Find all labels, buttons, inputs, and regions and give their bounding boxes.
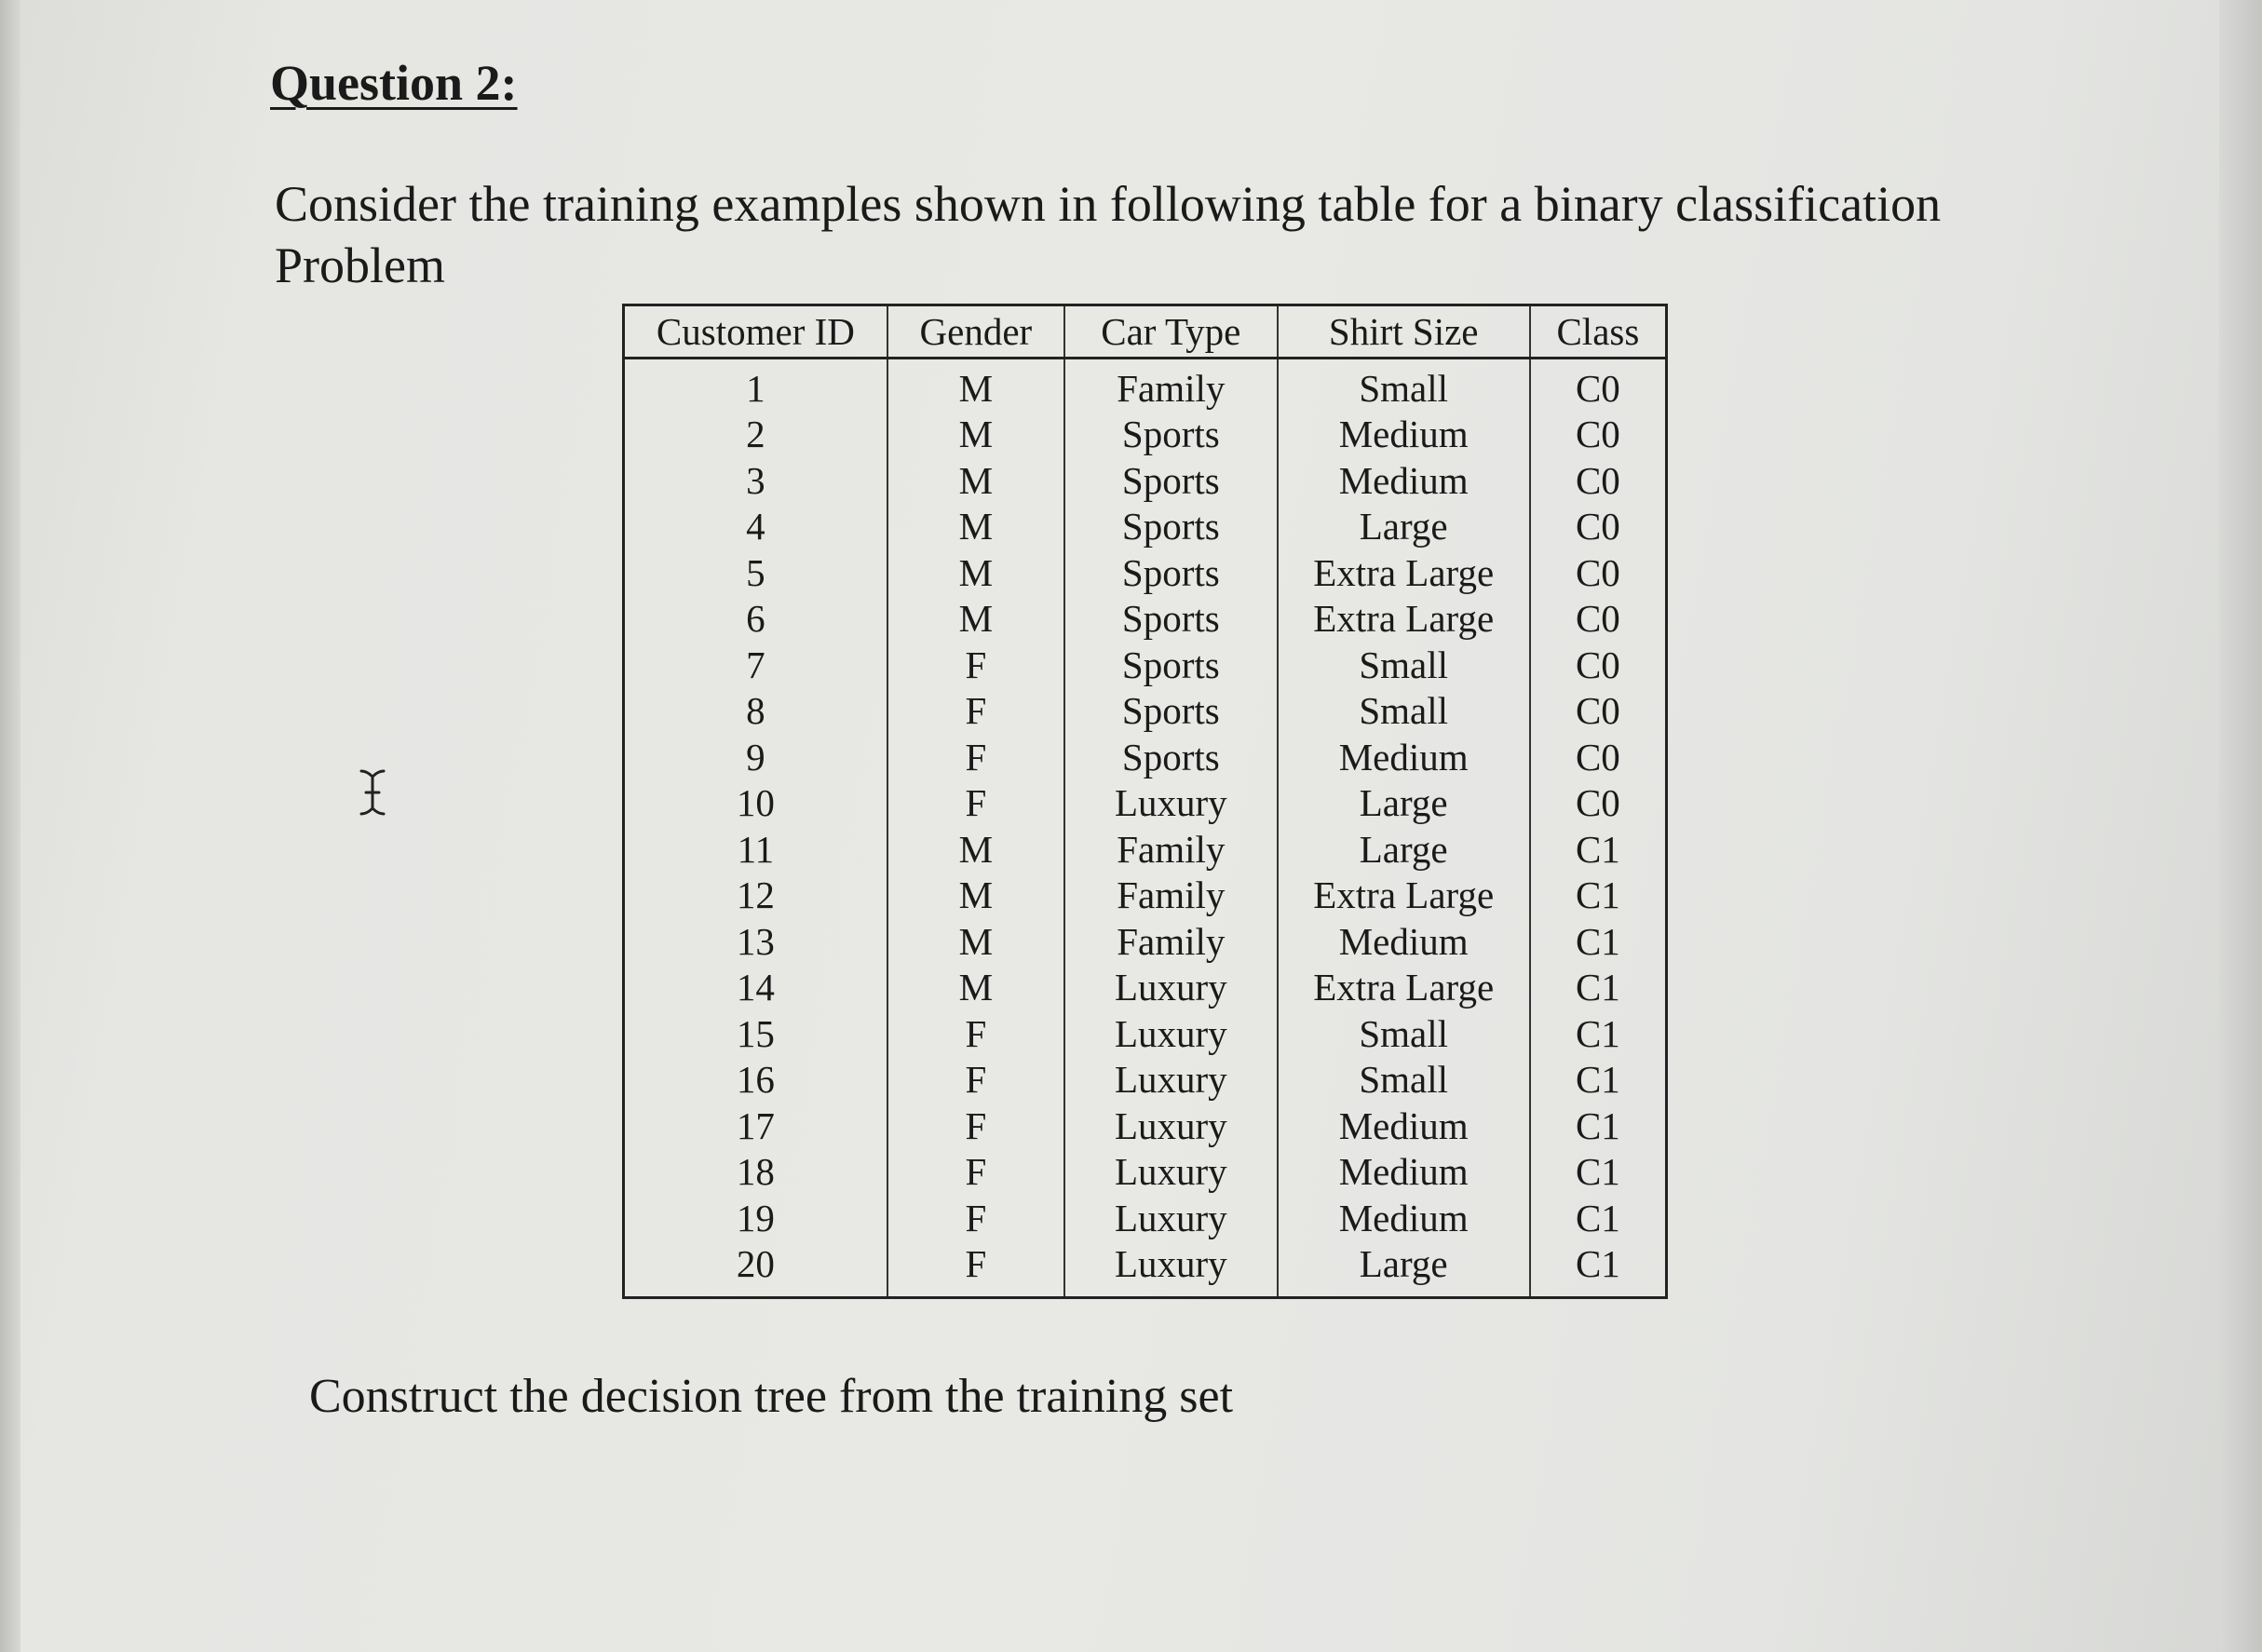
table-row: [624, 826, 1667, 873]
cell-gender: M: [887, 412, 1064, 458]
table-row: [624, 1241, 1667, 1298]
cell-car-type: Luxury: [1064, 1195, 1278, 1241]
cell-car-type: Luxury: [1064, 1103, 1278, 1149]
cell-car-type: Sports: [1064, 457, 1278, 504]
cell-shirt-size: Large: [1278, 826, 1530, 873]
cell-customer-id: 8: [624, 688, 887, 735]
text-cursor-icon: [356, 768, 389, 817]
cell-shirt-size: Medium: [1278, 918, 1530, 965]
cell-class: C0: [1575, 597, 1620, 641]
cell-car-type: Luxury: [1064, 1010, 1278, 1057]
cell-customer-id: 17: [624, 1103, 887, 1149]
cell-class: C1: [1575, 1104, 1620, 1147]
cell-gender: F: [887, 1149, 1064, 1196]
cell-car-type: Sports: [1064, 734, 1278, 780]
cell-class: C0: [1575, 413, 1620, 456]
cell-shirt-size: Small: [1278, 359, 1530, 412]
cell-car-type: Sports: [1064, 412, 1278, 458]
cell-gender: F: [887, 688, 1064, 735]
cell-class: C1: [1575, 827, 1620, 871]
table-header-row: [624, 305, 1667, 359]
cell-shirt-size: Medium: [1278, 457, 1530, 504]
header-class: Class: [1530, 305, 1667, 359]
cell-shirt-size: Extra Large: [1278, 549, 1530, 596]
cell-gender: M: [887, 826, 1064, 873]
table-row: [624, 549, 1667, 596]
table-row: [624, 504, 1667, 550]
header-customer-id: Customer ID: [624, 305, 887, 359]
header-gender: Gender: [887, 305, 1064, 359]
cell-car-type: Sports: [1064, 642, 1278, 688]
cell-customer-id: 9: [624, 734, 887, 780]
table-row: [624, 1010, 1667, 1057]
cell-shirt-size: Large: [1278, 504, 1530, 550]
instruction-text: Construct the decision tree from the training set: [309, 1370, 1234, 1423]
cell-class: C1: [1575, 1242, 1620, 1286]
cell-car-type: Luxury: [1064, 1057, 1278, 1104]
cell-class: C1: [1575, 1150, 1620, 1194]
cell-customer-id: 12: [624, 873, 887, 919]
table-row: [624, 1057, 1667, 1104]
cell-gender: F: [887, 1010, 1064, 1057]
cell-shirt-size: Extra Large: [1278, 596, 1530, 643]
cell-car-type: Family: [1064, 873, 1278, 919]
cell-customer-id: 6: [624, 596, 887, 643]
cell-shirt-size: Extra Large: [1278, 965, 1530, 1011]
cell-gender: M: [887, 873, 1064, 919]
table-row: [624, 596, 1667, 643]
cell-car-type: Family: [1064, 359, 1278, 412]
cell-gender: M: [887, 359, 1064, 412]
cell-gender: F: [887, 1195, 1064, 1241]
cell-class: C1: [1575, 1196, 1620, 1239]
table-row: [624, 780, 1667, 827]
cell-class: C0: [1575, 643, 1620, 686]
cell-shirt-size: Medium: [1278, 734, 1530, 780]
cell-shirt-size: Small: [1278, 642, 1530, 688]
table-row: [624, 359, 1667, 412]
table-row: [624, 642, 1667, 688]
cell-customer-id: 10: [624, 780, 887, 827]
cell-car-type: Family: [1064, 918, 1278, 965]
cell-car-type: Luxury: [1064, 780, 1278, 827]
cell-gender: F: [887, 1241, 1064, 1298]
table-row: [624, 688, 1667, 735]
cell-gender: F: [887, 642, 1064, 688]
cell-class: C1: [1575, 1058, 1620, 1102]
header-car-type: Car Type: [1064, 305, 1278, 359]
cell-class: C0: [1575, 781, 1620, 825]
table-row: [624, 918, 1667, 965]
cell-shirt-size: Small: [1278, 1010, 1530, 1057]
cell-gender: M: [887, 457, 1064, 504]
cell-class: C1: [1575, 873, 1620, 917]
cell-customer-id: 1: [624, 359, 887, 412]
cell-customer-id: 7: [624, 642, 887, 688]
monitor-bezel-right: [2219, 0, 2262, 1652]
cell-gender: M: [887, 596, 1064, 643]
cell-customer-id: 2: [624, 412, 887, 458]
cell-car-type: Sports: [1064, 549, 1278, 596]
cell-shirt-size: Medium: [1278, 1149, 1530, 1196]
cell-customer-id: 14: [624, 965, 887, 1011]
cell-class: C0: [1575, 366, 1620, 410]
cell-shirt-size: Medium: [1278, 1195, 1530, 1241]
cell-customer-id: 19: [624, 1195, 887, 1241]
cell-customer-id: 20: [624, 1241, 887, 1298]
cell-gender: M: [887, 965, 1064, 1011]
cell-gender: M: [887, 504, 1064, 550]
cell-gender: F: [887, 1103, 1064, 1149]
cell-shirt-size: Small: [1278, 688, 1530, 735]
cell-car-type: Luxury: [1064, 1149, 1278, 1196]
table-row: [624, 965, 1667, 1011]
cell-class: C0: [1575, 550, 1620, 594]
cell-customer-id: 13: [624, 918, 887, 965]
question-heading: Question 2:: [270, 55, 518, 111]
cell-class: C1: [1575, 1011, 1620, 1055]
cell-gender: M: [887, 918, 1064, 965]
header-shirt-size: Shirt Size: [1278, 305, 1530, 359]
cell-class: C0: [1575, 505, 1620, 548]
cell-class: C1: [1575, 966, 1620, 1009]
cell-customer-id: 15: [624, 1010, 887, 1057]
cell-class: C0: [1575, 689, 1620, 733]
cell-class: C0: [1575, 735, 1620, 779]
cell-shirt-size: Extra Large: [1278, 873, 1530, 919]
cell-class: C0: [1575, 458, 1620, 502]
table-row: [624, 412, 1667, 458]
cell-customer-id: 11: [624, 826, 887, 873]
cell-gender: F: [887, 734, 1064, 780]
cell-shirt-size: Medium: [1278, 412, 1530, 458]
cell-shirt-size: Small: [1278, 1057, 1530, 1104]
cell-customer-id: 18: [624, 1149, 887, 1196]
monitor-bezel-left: [0, 0, 20, 1652]
cell-car-type: Sports: [1064, 596, 1278, 643]
table-row: [624, 1103, 1667, 1149]
cell-car-type: Luxury: [1064, 1241, 1278, 1298]
cell-car-type: Family: [1064, 826, 1278, 873]
cell-gender: F: [887, 1057, 1064, 1104]
cell-shirt-size: Medium: [1278, 1103, 1530, 1149]
training-examples-table: [622, 304, 1668, 1299]
cell-car-type: Luxury: [1064, 965, 1278, 1011]
cell-customer-id: 5: [624, 549, 887, 596]
table-row: [624, 873, 1667, 919]
cell-car-type: Sports: [1064, 504, 1278, 550]
cell-shirt-size: Large: [1278, 1241, 1530, 1298]
cell-customer-id: 4: [624, 504, 887, 550]
cell-class: C1: [1575, 919, 1620, 963]
question-intro: Consider the training examples shown in following table for a binary classification Problem: [275, 176, 1942, 293]
cell-customer-id: 3: [624, 457, 887, 504]
cell-car-type: Sports: [1064, 688, 1278, 735]
table-row: [624, 734, 1667, 780]
table-row: [624, 457, 1667, 504]
cell-customer-id: 16: [624, 1057, 887, 1104]
table-body: [624, 359, 1667, 1298]
cell-gender: F: [887, 780, 1064, 827]
cell-gender: M: [887, 549, 1064, 596]
table-row: [624, 1195, 1667, 1241]
table-row: [624, 1149, 1667, 1196]
cell-shirt-size: Large: [1278, 780, 1530, 827]
